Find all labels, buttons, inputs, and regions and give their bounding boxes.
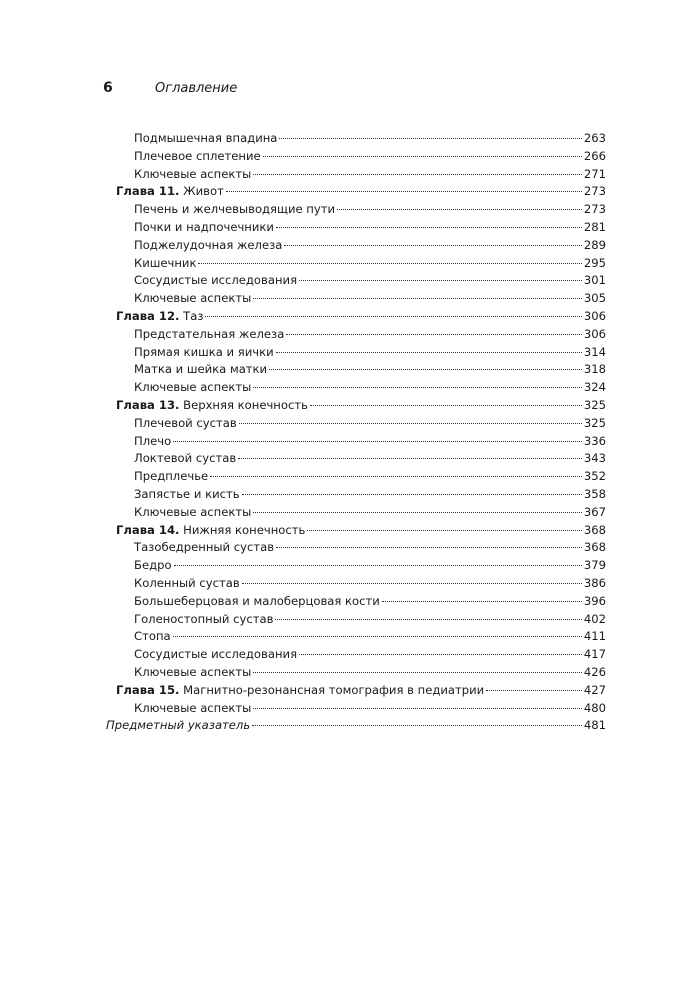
dot-leader	[238, 458, 582, 459]
toc-entry	[106, 434, 606, 452]
dot-leader	[299, 654, 582, 655]
toc-entry-label	[134, 256, 196, 270]
toc-entry-title: Голеностопный сустав	[134, 611, 274, 626]
toc-index-entry	[106, 718, 606, 736]
dot-leader	[310, 405, 582, 406]
toc-page-number: 295	[583, 255, 606, 270]
toc-entry-label	[134, 131, 277, 145]
toc-entry-label	[134, 612, 273, 626]
dot-leader	[205, 316, 581, 317]
dot-leader	[263, 156, 582, 157]
toc-entry-title: Нижняя конечность	[183, 522, 306, 537]
toc-page-number: 417	[583, 647, 606, 662]
toc-entry	[106, 469, 606, 487]
toc-page-number: 325	[583, 415, 606, 430]
toc-entry-title: Предметный указатель	[106, 718, 251, 733]
chapter-number: Глава 13.	[116, 397, 180, 412]
toc-entry	[106, 612, 606, 630]
toc-entry	[106, 256, 606, 274]
toc-entry-label	[134, 629, 171, 643]
toc-entry	[106, 505, 606, 523]
toc-entry-title: Печень и желчевыводящие пути	[134, 202, 336, 217]
toc-entry-title: Запястье и кисть	[134, 486, 240, 501]
toc-chapter-entry	[106, 683, 606, 701]
dot-leader	[253, 708, 582, 709]
dot-leader	[276, 352, 582, 353]
toc-entry	[106, 594, 606, 612]
toc-entry-label	[134, 647, 297, 661]
toc-entry-title: Живот	[183, 184, 224, 199]
toc-entry-title: Матка и шейка матки	[134, 362, 268, 377]
toc-entry-title: Ключевые аспекты	[134, 664, 252, 679]
dot-leader	[253, 298, 582, 299]
toc-page-number: 281	[583, 219, 606, 234]
toc-entry-label	[134, 327, 284, 341]
chapter-number: Глава 14.	[116, 522, 180, 537]
toc-entry-title: Таз	[183, 308, 204, 323]
toc-entry-title: Ключевые аспекты	[134, 504, 252, 519]
toc-entry-title: Ключевые аспекты	[134, 166, 252, 181]
toc-entry-title: Магнитно-резонансная томография в педиатрии	[183, 682, 485, 697]
toc-entry	[106, 540, 606, 558]
page-header	[103, 80, 237, 96]
toc-page-number: 402	[583, 611, 606, 626]
toc-entry	[106, 665, 606, 683]
dot-leader	[253, 672, 582, 673]
toc-entry	[106, 576, 606, 594]
toc-entry-title: Плечо	[134, 433, 172, 448]
toc-entry-label	[106, 718, 250, 732]
toc-page-number: 336	[583, 433, 606, 448]
toc-entry	[106, 629, 606, 647]
dot-leader	[226, 191, 582, 192]
toc-entry	[106, 149, 606, 167]
toc-chapter-entry	[106, 309, 606, 327]
toc-page-number: 396	[583, 593, 606, 608]
toc-entry	[106, 238, 606, 256]
toc-page-number: 314	[583, 344, 606, 359]
toc-page-number: 352	[583, 469, 606, 484]
chapter-number: Глава 15.	[116, 682, 180, 697]
dot-leader	[242, 494, 582, 495]
toc-entry	[106, 167, 606, 185]
toc-entry	[106, 380, 606, 398]
toc-page-number: 273	[583, 202, 606, 217]
toc-page-number: 301	[583, 273, 606, 288]
toc-entry-label	[134, 238, 282, 252]
toc-chapter-entry	[106, 523, 606, 541]
toc-entry-label	[134, 469, 208, 483]
toc-entry-title: Локтевой сустав	[134, 451, 237, 466]
toc-entry-label	[134, 380, 251, 394]
toc-page-number: 481	[583, 718, 606, 733]
toc-page-number: 427	[583, 682, 606, 697]
toc-page-number: 367	[583, 504, 606, 519]
toc-entry-title: Бедро	[134, 558, 172, 573]
toc-page-number: 358	[583, 486, 606, 501]
dot-leader	[276, 547, 582, 548]
toc-entry-title: Поджелудочная железа	[134, 237, 283, 252]
toc-entry-title: Подмышечная впадина	[134, 131, 278, 145]
dot-leader	[275, 619, 581, 620]
toc-entry	[106, 291, 606, 309]
toc-page-number: 411	[583, 629, 606, 644]
toc-page-number: 273	[583, 184, 606, 199]
toc-entry-label	[134, 273, 297, 287]
toc-entry-label	[134, 149, 261, 163]
toc-entry-label	[134, 416, 237, 430]
table-of-contents	[106, 131, 606, 736]
dot-leader	[253, 512, 582, 513]
toc-entry	[106, 487, 606, 505]
toc-page-number: 263	[583, 131, 606, 145]
toc-entry	[106, 202, 606, 220]
toc-entry-title: Предстательная железа	[134, 326, 285, 341]
dot-leader	[253, 387, 582, 388]
dot-leader	[276, 227, 582, 228]
dot-leader	[299, 280, 582, 281]
toc-entry-label	[116, 309, 203, 323]
toc-entry-title: Коленный сустав	[134, 575, 240, 590]
dot-leader	[486, 690, 582, 691]
toc-page-number: 480	[583, 700, 606, 715]
toc-entry	[106, 416, 606, 434]
toc-entry-label	[134, 701, 251, 715]
toc-entry-label	[134, 202, 335, 216]
toc-page-number: 271	[583, 166, 606, 181]
toc-entry-label	[116, 398, 308, 412]
chapter-number: Глава 11.	[116, 184, 180, 199]
toc-page-number: 266	[583, 148, 606, 163]
dot-leader	[337, 209, 582, 210]
dot-leader	[279, 138, 581, 139]
toc-entry-title: Почки и надпочечники	[134, 219, 274, 234]
toc-entry-label	[134, 434, 171, 448]
toc-entry-label	[134, 558, 172, 572]
dot-leader	[198, 263, 581, 264]
toc-entry-label	[134, 345, 274, 359]
dot-leader	[253, 174, 582, 175]
toc-entry-label	[134, 505, 251, 519]
toc-entry-label	[134, 451, 236, 465]
toc-entry	[106, 345, 606, 363]
dot-leader	[286, 334, 582, 335]
toc-entry-label	[134, 220, 274, 234]
page-number: 6	[103, 80, 113, 96]
dot-leader	[269, 369, 582, 370]
toc-page-number: 324	[583, 380, 606, 395]
toc-entry-label	[134, 540, 274, 554]
dot-leader	[174, 565, 582, 566]
toc-entry	[106, 362, 606, 380]
toc-page-number: 306	[583, 308, 606, 323]
toc-entry-title: Сосудистые исследования	[134, 273, 298, 288]
toc-entry	[106, 273, 606, 291]
toc-entry	[106, 701, 606, 719]
toc-entry	[106, 451, 606, 469]
dot-leader	[252, 725, 582, 726]
toc-entry-title: Плечевое сплетение	[134, 148, 261, 163]
toc-entry-title: Предплечье	[134, 469, 209, 484]
toc-entry-title: Ключевые аспекты	[134, 380, 252, 395]
toc-chapter-entry	[106, 398, 606, 416]
toc-entry-title: Верхняя конечность	[183, 397, 308, 412]
dot-leader	[242, 583, 582, 584]
toc-page-number: 306	[583, 326, 606, 341]
dot-leader	[210, 476, 582, 477]
dot-leader	[239, 423, 582, 424]
dot-leader	[382, 601, 582, 602]
toc-page-number: 368	[583, 540, 606, 555]
toc-entry-title: Тазобедренный сустав	[134, 540, 275, 555]
toc-page-number: 343	[583, 451, 606, 466]
toc-page-number: 379	[583, 558, 606, 573]
toc-entry-label	[116, 683, 484, 697]
toc-entry-label	[134, 362, 267, 376]
toc-entry	[106, 220, 606, 238]
toc-entry-title: Ключевые аспекты	[134, 291, 252, 306]
toc-entry-title: Стопа	[134, 629, 171, 644]
dot-leader	[173, 441, 582, 442]
toc-page-number: 426	[583, 664, 606, 679]
toc-page-number: 318	[583, 362, 606, 377]
toc-entry	[106, 131, 606, 149]
running-title: Оглавление	[155, 81, 238, 96]
toc-page-number: 386	[583, 575, 606, 590]
toc-entry	[106, 647, 606, 665]
toc-entry-label	[134, 576, 240, 590]
toc-entry-label	[134, 167, 251, 181]
toc-entry-label	[134, 665, 251, 679]
dot-leader	[307, 530, 582, 531]
dot-leader	[284, 245, 581, 246]
toc-entry-title: Сосудистые исследования	[134, 647, 298, 662]
toc-entry-label	[116, 184, 224, 198]
toc-entry-label	[134, 487, 240, 501]
dot-leader	[173, 636, 582, 637]
toc-page-number: 325	[583, 397, 606, 412]
toc-page-number: 289	[583, 237, 606, 252]
chapter-number: Глава 12.	[116, 308, 180, 323]
toc-page-number: 305	[583, 291, 606, 306]
toc-entry-title: Прямая кишка и яички	[134, 344, 274, 359]
toc-entry-title: Ключевые аспекты	[134, 700, 252, 715]
toc-entry	[106, 327, 606, 345]
toc-entry-title: Кишечник	[134, 255, 197, 270]
toc-entry-label	[134, 291, 251, 305]
toc-chapter-entry	[106, 184, 606, 202]
toc-entry-label	[134, 594, 380, 608]
toc-entry-label	[116, 523, 305, 537]
toc-entry-title: Плечевой сустав	[134, 415, 237, 430]
toc-entry	[106, 558, 606, 576]
toc-entry-title: Большеберцовая и малоберцовая кости	[134, 593, 380, 608]
toc-page-number: 368	[583, 522, 606, 537]
